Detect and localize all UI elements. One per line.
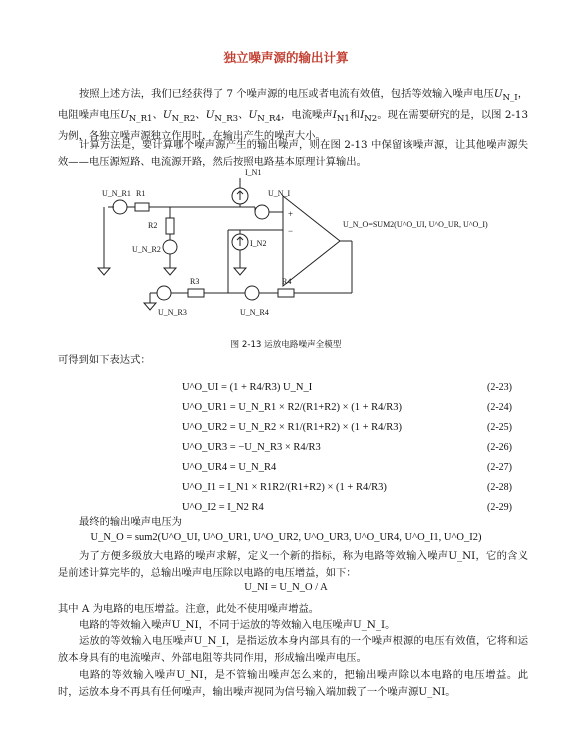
equation-row: [182, 380, 512, 399]
label-ur2: U_N_R2: [132, 245, 161, 254]
label-output: U_N_O=SUM2(U^O_UI, U^O_UR, U^O_I): [343, 220, 488, 229]
equation-number: (2-29): [487, 502, 512, 513]
paragraph-intro: 按照上述方法，我们已经获得了 7 个噪声源的电压或者电流有效值，包括等效输入噪声电压$U_{N\_I}$，电阻噪声电压$U_{N\_R1}$、$U_{N\_R2}$、$U_{N\_R3}$、$U_{N\_R4}$，电流噪声$I_{N1}$和$I_{N2}$。现在需要研究的是，以图 2-13 为例，各独立噪声源独立作用时，在输出产生的噪声大小。: [58, 88, 528, 143]
equation-number: (2-27): [487, 462, 512, 473]
label-uni-amp: U_N_I: [268, 189, 291, 198]
label-uni: U_N_R1: [102, 189, 131, 198]
circuit-diagram: [0, 168, 572, 338]
equation-text: U^O_UI = (1 + R4/R3) U_N_I: [182, 382, 313, 393]
final-equation: U_N_O = sum2(U^O_UI, U^O_UR1, U^O_UR2, U^O_UR3, U^O_UR4, U^O_I1, U^O_I2): [90, 532, 482, 543]
equation-number: (2-25): [487, 422, 512, 433]
label-r3: R3: [190, 277, 200, 286]
equation-row: [182, 500, 512, 519]
paragraph-gain: 其中 A 为电路的电压增益。注意，此处不使用噪声增益。: [58, 603, 320, 615]
label-r4: R4: [282, 277, 292, 286]
equation-row: [182, 400, 512, 419]
paragraph-expressions: 可得到如下表达式：: [58, 354, 151, 366]
equation-text: U^O_UR4 = U_N_R4: [182, 462, 277, 473]
equation-row: [182, 460, 512, 479]
figure-caption: 图 2-13 运放电路噪声全模型: [230, 340, 342, 350]
paragraph-definition: 为了方便多级放大电路的噪声求解，定义一个新的指标，称为电路等效输入噪声U_NI，它的含义是前述计算完毕的，总输出噪声电压除以电路的电压增益，如下：: [58, 550, 528, 579]
label-r2: R2: [148, 221, 158, 230]
equation-row: [182, 440, 512, 459]
paragraph-circuit-noise: 电路的等效输入噪声U_NI，是不管输出噪声怎么来的，把输出噪声除以本电路的电压增益。此时，运放本身不再具有任何噪声，输出噪声视同为信号输入端加载了一个噪声源U_NI。: [58, 669, 528, 698]
equation-row: [182, 480, 512, 499]
label-r1: R1: [136, 189, 146, 198]
equation-number: (2-24): [487, 402, 512, 413]
paragraph-final: 最终的输出噪声电压为: [79, 516, 182, 528]
equation-number: (2-28): [487, 482, 512, 493]
label-ur4: U_N_R4: [240, 308, 269, 317]
equation-number: (2-23): [487, 382, 512, 393]
paragraph-diff: 电路的等效输入噪声U_NI，不同于运放的等效输入电压噪声U_N_I。: [79, 619, 396, 631]
paragraph-method: 计算方法是，要计算哪个噪声源产生的输出噪声，则在图 2-13 中保留该噪声源，让其他噪声源失效——电压源短路、电流源开路，然后按照电路基本原理计算输出。: [58, 139, 528, 168]
label-ur3: U_N_R3: [158, 308, 187, 317]
equation-text: U^O_UR1 = U_N_R1 × R2/(R1+R2) × (1 + R4/R3): [182, 402, 403, 413]
paragraph-opamp-noise: 运放的等效输入电压噪声U_N_I，是指运放本身内部具有的一个噪声根源的电压有效值，它将和运放本身具有的电流噪声、外部电阻等共同作用，形成输出噪声电压。: [58, 635, 528, 664]
label-in1: I_N1: [245, 168, 262, 177]
equation-text: U^O_I2 = I_N2 R4: [182, 502, 264, 513]
equation-text: U^O_I1 = I_N1 × R1R2/(R1+R2) × (1 + R4/R3): [182, 482, 387, 493]
svg-text:+: +: [288, 209, 294, 219]
uni-equation: U_NI = U_N_O / A: [244, 582, 328, 593]
equation-text: U^O_UR2 = U_N_R2 × R1/(R1+R2) × (1 + R4/R3): [182, 422, 403, 433]
svg-text:−: −: [288, 226, 294, 236]
label-in2: I_N2: [250, 239, 267, 248]
page-title: 独立噪声源的输出计算: [223, 50, 349, 65]
equation-row: [182, 420, 512, 439]
equation-text: U^O_UR3 = −U_N_R3 × R4/R3: [182, 442, 321, 453]
equation-number: (2-26): [487, 442, 512, 453]
